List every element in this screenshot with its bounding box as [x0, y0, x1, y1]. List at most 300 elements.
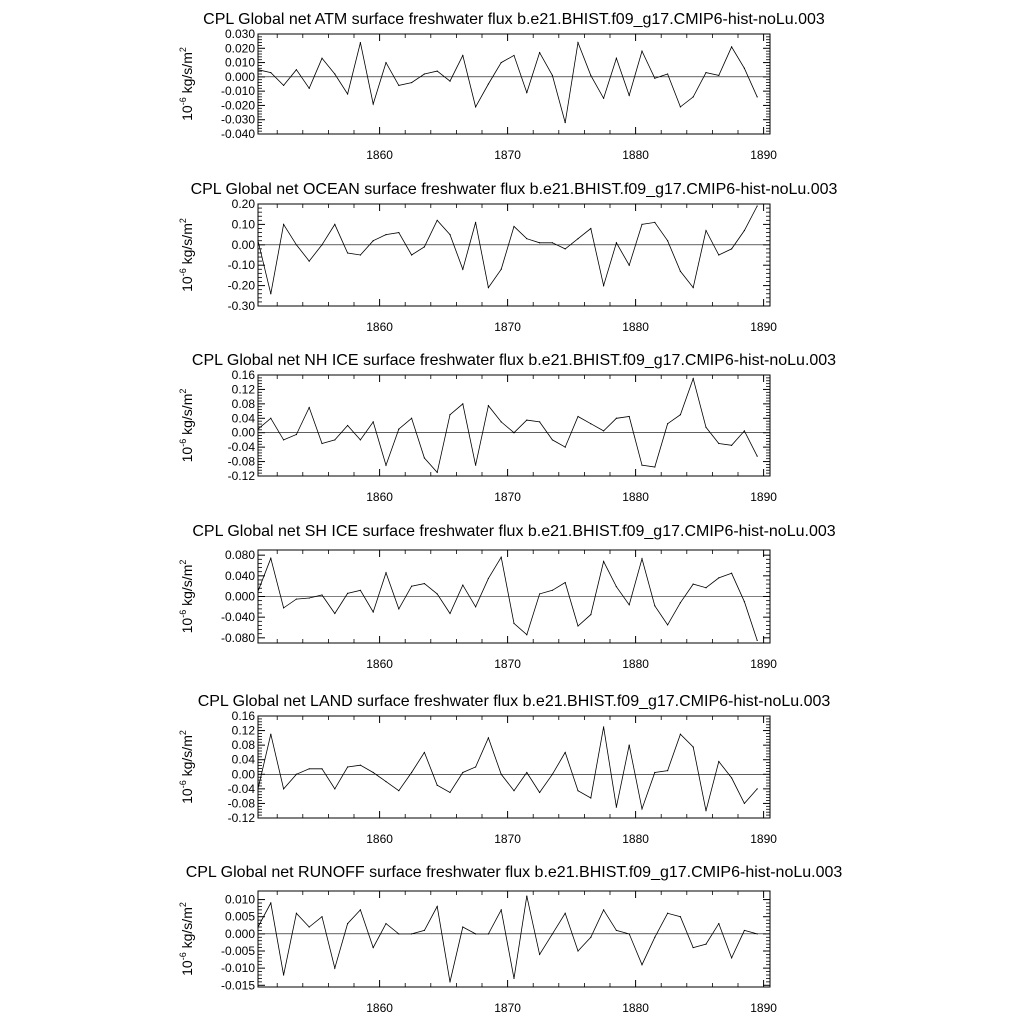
- data-point: [270, 902, 271, 903]
- y-tick-label: 0.000: [224, 589, 255, 604]
- y-label-exp: -6: [178, 609, 188, 618]
- data-point: [744, 230, 745, 231]
- data-point: [539, 242, 540, 243]
- data-point: [488, 933, 489, 934]
- data-point: [744, 601, 745, 602]
- chart-panel-1: [178, 11, 825, 162]
- data-point: [283, 85, 284, 86]
- data-point: [718, 75, 719, 76]
- data-point: [513, 432, 514, 433]
- data-point: [360, 254, 361, 255]
- data-point: [629, 933, 630, 934]
- data-point: [488, 737, 489, 738]
- data-point: [667, 770, 668, 771]
- x-tick-label: 1880: [622, 832, 649, 846]
- series-line: [258, 379, 757, 473]
- y-tick-label: -0.10: [227, 258, 255, 273]
- y-label-exp: -6: [178, 268, 188, 277]
- data-point: [424, 457, 425, 458]
- chart-title: CPL Global net RUNOFF surface freshwater flux b.e21.BHIST.f09_g17.CMIP6-hist-noLu.003: [185, 864, 843, 881]
- data-point: [411, 418, 412, 419]
- x-tick-label: 1880: [622, 1001, 649, 1015]
- x-tick-label: 1870: [494, 657, 521, 671]
- y-label-unit-exp: 2: [178, 559, 188, 565]
- y-tick-label: -0.04: [227, 440, 255, 455]
- chart-panel-3: [178, 352, 836, 504]
- y-tick-label: -0.040: [220, 127, 255, 141]
- data-point: [321, 916, 322, 917]
- data-point: [590, 228, 591, 229]
- data-point: [731, 777, 732, 778]
- y-tick-label: 0.12: [231, 382, 255, 397]
- data-point: [616, 418, 617, 419]
- data-point: [641, 558, 642, 559]
- data-point: [347, 252, 348, 253]
- y-axis-label: [178, 389, 195, 463]
- y-tick-label: 0.00: [231, 237, 255, 252]
- data-point: [296, 598, 297, 599]
- y-label-base: 10: [179, 617, 195, 634]
- data-point: [309, 407, 310, 408]
- data-point: [577, 42, 578, 43]
- x-tick-label: 1890: [750, 657, 777, 671]
- data-point: [437, 220, 438, 221]
- y-tick-label: 0.040: [224, 568, 255, 583]
- data-point: [718, 443, 719, 444]
- data-point: [693, 287, 694, 288]
- y-axis-label: [178, 218, 195, 292]
- data-point: [501, 269, 502, 270]
- data-point: [641, 964, 642, 965]
- y-tick-label: 0.000: [224, 926, 255, 941]
- data-point: [744, 803, 745, 804]
- data-point: [565, 447, 566, 448]
- data-point: [424, 930, 425, 931]
- chart-title: CPL Global net LAND surface freshwater flux b.e21.BHIST.f09_g17.CMIP6-hist-noLu.003: [197, 693, 831, 710]
- x-tick-label: 1890: [750, 320, 777, 334]
- data-point: [680, 414, 681, 415]
- chart-title: CPL Global net SH ICE surface freshwater flux b.e21.BHIST.f09_g17.CMIP6-hist-noLu.003: [192, 523, 836, 540]
- data-point: [321, 443, 322, 444]
- data-point: [296, 774, 297, 775]
- data-point: [334, 224, 335, 225]
- y-tick-label: 0.030: [224, 27, 255, 41]
- series-line: [258, 206, 757, 294]
- data-point: [462, 926, 463, 927]
- y-label-exp: -6: [178, 97, 188, 106]
- y-tick-label: 0.04: [231, 752, 255, 767]
- data-point: [449, 81, 450, 82]
- data-point: [616, 58, 617, 59]
- y-tick-label: 0.080: [224, 548, 255, 563]
- data-point: [654, 605, 655, 606]
- data-point: [577, 790, 578, 791]
- data-point: [757, 640, 758, 641]
- data-point: [757, 205, 758, 206]
- y-tick-label: -0.04: [227, 781, 255, 796]
- data-point: [462, 772, 463, 773]
- data-point: [731, 445, 732, 446]
- data-point: [539, 954, 540, 955]
- y-tick-label: -0.020: [220, 98, 255, 113]
- x-tick-label: 1890: [750, 490, 777, 504]
- data-point: [296, 434, 297, 435]
- x-tick-label: 1860: [366, 320, 393, 334]
- data-point: [565, 122, 566, 123]
- data-point: [629, 745, 630, 746]
- data-point: [411, 933, 412, 934]
- data-point: [309, 88, 310, 89]
- data-point: [731, 957, 732, 958]
- y-label-unit: kg/s/m: [179, 393, 195, 439]
- data-point: [552, 242, 553, 243]
- data-point: [603, 909, 604, 910]
- data-point: [257, 591, 258, 592]
- data-point: [565, 913, 566, 914]
- chart-panel-2: [178, 181, 838, 334]
- data-point: [705, 230, 706, 231]
- x-tick-label: 1890: [750, 832, 777, 846]
- data-point: [731, 46, 732, 47]
- data-point: [641, 808, 642, 809]
- y-tick-label: -0.030: [220, 112, 255, 127]
- data-point: [705, 427, 706, 428]
- data-point: [616, 806, 617, 807]
- data-point: [385, 465, 386, 466]
- data-point: [360, 909, 361, 910]
- y-tick-label: 0.16: [231, 368, 255, 382]
- data-point: [296, 913, 297, 914]
- y-label-unit-exp: 2: [178, 47, 188, 53]
- y-label-base: 10: [179, 788, 195, 804]
- data-point: [718, 923, 719, 924]
- data-point: [449, 792, 450, 793]
- data-point: [513, 790, 514, 791]
- x-tick-label: 1870: [494, 490, 521, 504]
- data-point: [270, 72, 271, 73]
- data-point: [360, 42, 361, 43]
- y-tick-label: 0.020: [224, 41, 255, 56]
- data-point: [577, 238, 578, 239]
- data-point: [680, 916, 681, 917]
- data-point: [385, 923, 386, 924]
- data-point: [373, 611, 374, 612]
- y-tick-label: -0.08: [227, 796, 255, 811]
- data-point: [718, 761, 719, 762]
- data-point: [539, 593, 540, 594]
- y-tick-label: 0.04: [231, 411, 255, 426]
- data-point: [526, 634, 527, 635]
- data-point: [347, 766, 348, 767]
- data-point: [590, 937, 591, 938]
- data-point: [526, 419, 527, 420]
- data-point: [680, 106, 681, 107]
- data-point: [654, 222, 655, 223]
- y-label-base: 10: [179, 960, 195, 976]
- series-line: [258, 896, 757, 982]
- data-point: [552, 933, 553, 934]
- y-tick-label: 0.20: [231, 197, 255, 211]
- data-point: [347, 93, 348, 94]
- x-tick-label: 1870: [494, 1001, 521, 1015]
- y-label-unit-exp: 2: [178, 902, 188, 908]
- data-point: [475, 606, 476, 607]
- data-point: [462, 585, 463, 586]
- data-point: [629, 265, 630, 266]
- data-point: [449, 981, 450, 982]
- data-point: [309, 597, 310, 598]
- data-point: [296, 69, 297, 70]
- data-point: [398, 232, 399, 233]
- data-point: [641, 51, 642, 52]
- y-axis-label: [178, 560, 195, 634]
- data-point: [347, 593, 348, 594]
- x-tick-label: 1890: [750, 1001, 777, 1015]
- y-tick-label: -0.08: [227, 454, 255, 469]
- data-point: [257, 240, 258, 241]
- y-tick-label: -0.015: [220, 978, 255, 993]
- chart-title: CPL Global net ATM surface freshwater flux b.e21.BHIST.f09_g17.CMIP6-hist-noLu.003: [203, 11, 825, 28]
- data-point: [334, 439, 335, 440]
- data-point: [424, 73, 425, 74]
- chart-panel-5: [178, 693, 830, 846]
- y-tick-label: 0.005: [224, 909, 255, 924]
- data-point: [398, 933, 399, 934]
- data-point: [462, 269, 463, 270]
- data-point: [462, 403, 463, 404]
- data-point: [501, 909, 502, 910]
- y-label-exp: -6: [178, 952, 188, 961]
- y-tick-label: 0.00: [231, 425, 255, 440]
- data-point: [309, 768, 310, 769]
- data-point: [449, 414, 450, 415]
- data-point: [552, 590, 553, 591]
- data-point: [565, 248, 566, 249]
- data-point: [603, 561, 604, 562]
- y-tick-label: 0.16: [231, 709, 255, 723]
- data-point: [309, 261, 310, 262]
- data-point: [449, 234, 450, 235]
- data-point: [462, 55, 463, 56]
- data-point: [501, 557, 502, 558]
- y-tick-label: -0.010: [220, 961, 255, 976]
- data-point: [654, 937, 655, 938]
- data-point: [437, 593, 438, 594]
- data-point: [680, 602, 681, 603]
- data-point: [757, 788, 758, 789]
- data-point: [616, 930, 617, 931]
- y-tick-label: -0.12: [227, 469, 255, 483]
- x-tick-label: 1880: [622, 320, 649, 334]
- data-point: [539, 52, 540, 53]
- y-tick-label: 0.00: [231, 767, 255, 782]
- data-point: [616, 586, 617, 587]
- data-point: [705, 587, 706, 588]
- data-point: [283, 974, 284, 975]
- y-label-unit-exp: 2: [178, 730, 188, 736]
- data-point: [321, 244, 322, 245]
- data-point: [590, 423, 591, 424]
- data-point: [360, 765, 361, 766]
- data-point: [334, 613, 335, 614]
- data-point: [693, 378, 694, 379]
- data-point: [475, 766, 476, 767]
- data-point: [616, 242, 617, 243]
- data-point: [654, 78, 655, 79]
- x-tick-label: 1880: [622, 148, 649, 162]
- data-point: [257, 926, 258, 927]
- y-label-base: 10: [179, 276, 195, 292]
- data-point: [283, 607, 284, 608]
- data-point: [693, 746, 694, 747]
- y-tick-label: -0.005: [220, 944, 255, 958]
- data-point: [398, 790, 399, 791]
- data-point: [680, 734, 681, 735]
- y-label-base: 10: [179, 105, 195, 121]
- data-point: [718, 577, 719, 578]
- series-line: [258, 557, 757, 640]
- data-point: [539, 421, 540, 422]
- data-point: [526, 238, 527, 239]
- data-point: [641, 465, 642, 466]
- data-point: [731, 573, 732, 574]
- data-point: [334, 73, 335, 74]
- x-tick-label: 1870: [494, 320, 521, 334]
- x-tick-label: 1860: [366, 832, 393, 846]
- y-tick-label: 0.08: [231, 738, 255, 753]
- data-point: [577, 950, 578, 951]
- y-label-unit-exp: 2: [178, 388, 188, 394]
- data-point: [283, 439, 284, 440]
- data-point: [667, 913, 668, 914]
- data-point: [513, 623, 514, 624]
- data-point: [257, 69, 258, 70]
- data-point: [424, 583, 425, 584]
- data-point: [539, 792, 540, 793]
- data-point: [283, 788, 284, 789]
- data-point: [437, 472, 438, 473]
- data-point: [501, 421, 502, 422]
- y-tick-label: 0.08: [231, 396, 255, 411]
- data-point: [552, 439, 553, 440]
- data-point: [667, 624, 668, 625]
- data-point: [385, 781, 386, 782]
- data-point: [488, 578, 489, 579]
- data-point: [385, 62, 386, 63]
- data-point: [475, 933, 476, 934]
- data-point: [360, 590, 361, 591]
- x-tick-label: 1880: [622, 490, 649, 504]
- plot-frame: [258, 891, 770, 987]
- data-point: [757, 456, 758, 457]
- y-tick-label: 0.12: [231, 723, 255, 738]
- data-point: [373, 947, 374, 948]
- data-point: [501, 62, 502, 63]
- x-tick-label: 1860: [366, 148, 393, 162]
- data-point: [641, 224, 642, 225]
- data-point: [603, 430, 604, 431]
- data-point: [744, 68, 745, 69]
- y-label-unit: kg/s/m: [179, 907, 195, 953]
- data-point: [744, 930, 745, 931]
- data-point: [360, 439, 361, 440]
- data-point: [270, 293, 271, 294]
- y-tick-label: 0.000: [224, 69, 255, 84]
- y-axis-label: [178, 902, 195, 976]
- data-point: [257, 788, 258, 789]
- data-point: [552, 75, 553, 76]
- x-tick-label: 1860: [366, 657, 393, 671]
- plot-frame: [258, 716, 770, 818]
- data-point: [680, 271, 681, 272]
- data-point: [757, 96, 758, 97]
- y-tick-label: -0.20: [227, 278, 255, 293]
- data-point: [257, 429, 258, 430]
- data-point: [693, 96, 694, 97]
- data-point: [411, 586, 412, 587]
- y-axis-label: [178, 730, 195, 804]
- data-point: [565, 582, 566, 583]
- data-point: [693, 584, 694, 585]
- chart-title: CPL Global net NH ICE surface freshwater flux b.e21.BHIST.f09_g17.CMIP6-hist-noLu.003: [191, 352, 837, 369]
- data-point: [424, 246, 425, 247]
- data-point: [488, 83, 489, 84]
- y-tick-label: 0.010: [224, 55, 255, 70]
- data-point: [411, 82, 412, 83]
- data-point: [283, 224, 284, 225]
- y-label-unit: kg/s/m: [179, 223, 195, 269]
- y-axis-label: [178, 47, 195, 121]
- data-point: [731, 248, 732, 249]
- data-point: [347, 425, 348, 426]
- x-tick-label: 1870: [494, 832, 521, 846]
- data-point: [488, 287, 489, 288]
- data-point: [629, 416, 630, 417]
- data-point: [424, 752, 425, 753]
- data-point: [321, 768, 322, 769]
- y-tick-label: -0.010: [220, 84, 255, 99]
- data-point: [475, 465, 476, 466]
- plot-frame: [258, 34, 770, 134]
- data-point: [603, 285, 604, 286]
- y-label-exp: -6: [178, 780, 188, 789]
- y-label-unit: kg/s/m: [179, 564, 195, 610]
- data-point: [373, 772, 374, 773]
- data-point: [590, 614, 591, 615]
- data-point: [552, 774, 553, 775]
- data-point: [667, 240, 668, 241]
- data-point: [475, 222, 476, 223]
- data-point: [270, 558, 271, 559]
- data-point: [603, 98, 604, 99]
- y-tick-label: 0.10: [231, 217, 255, 232]
- data-point: [577, 625, 578, 626]
- chart-panel-4: [178, 523, 836, 671]
- y-label-exp: -6: [178, 438, 188, 447]
- data-point: [296, 244, 297, 245]
- y-label-unit-exp: 2: [178, 218, 188, 224]
- data-point: [629, 604, 630, 605]
- y-tick-label: -0.30: [227, 299, 255, 313]
- data-point: [373, 421, 374, 422]
- y-tick-label: -0.040: [220, 610, 255, 625]
- chart-panel-6: [178, 864, 842, 1015]
- data-point: [667, 73, 668, 74]
- data-point: [321, 58, 322, 59]
- plot-frame: [258, 375, 770, 476]
- data-point: [411, 254, 412, 255]
- data-point: [705, 72, 706, 73]
